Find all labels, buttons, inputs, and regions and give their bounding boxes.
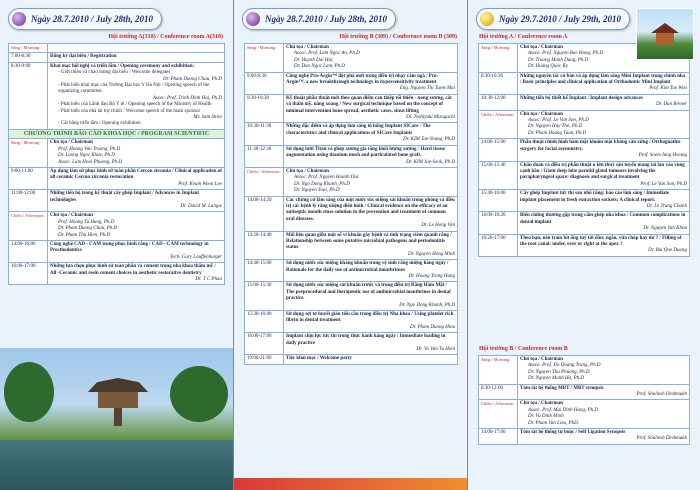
session-title: Sử dụng sợi tơ huyết giàu tiểu cầu trong điều trị Nha khoa / Using platelet rich fibrin in dental treatment [286,312,454,324]
session-line: Assoc. Lam Hoai Phuong, Ph.D [58,159,123,165]
time-cell: 15:00-15:40 [479,161,518,190]
table-row [479,161,690,190]
time-cell: 19:00-21:00 [245,355,284,364]
table-row [245,123,458,145]
session-title: Sử dụng nước súc miệng sát khuẩn trước và trong điều trị Răng Hàm Mặt / The preprocedural and therapeutic use of antimicrobial mouthrinse in dental practice. [286,283,451,302]
table-row [479,234,690,256]
session-title: Chủ tọa / Chairman [286,45,329,50]
session-line: Dr. Le Hong Van [421,223,455,229]
table-row [479,139,690,161]
session-line: Assoc. Prof. Lam Ngoc An, Ph.D [294,51,360,57]
session-line: Dr. Hoang Quoc Ky [528,64,568,70]
schedule-table [8,43,225,285]
session-title: Tóm tắt hệ thống tự buộc / Self Ligation Synopsis [520,430,626,436]
session-line: Dr. Pham Thu Hien, Ph.D [58,232,111,238]
session-line: Dr. Nguyen Thu Phuong, Ph.D [528,369,590,375]
room-title-a: Hội trường A / Conference room A [479,34,568,40]
table-row [245,145,458,167]
schedule-table [244,43,458,365]
session-cell [284,311,458,333]
session-cell [284,282,458,311]
date-header [0,6,233,30]
session-line: Assoc. Prof. Mai Dinh Hung, Ph.D [528,407,598,413]
building-photo [636,8,694,60]
session-cell [48,240,225,262]
room-title: Hội trường A(318) / Conference room A(318) [108,34,223,40]
table-row [245,333,458,355]
session-line: Dr. Nguyen Van Khoa [643,226,687,232]
bullet-icon [12,12,26,26]
time-cell: 8:30-10:30 [479,72,518,94]
table-row [479,429,690,445]
time-cell: 14:40-15:00 [245,260,284,282]
session-line: - Phát biểu của Lãnh đạo Bộ Y tế / Opening speech of the Ministry of Health [58,102,212,108]
session-title: Những tiến bộ trong kỹ thuật cấy ghép Implant / Advances in Implant technologies [50,191,200,203]
session-title: Những tiến bộ thiết kế Implant / Implant design advances [520,95,643,101]
date-pill: Ngày 28.7.2010 / July 28th, 2010 [8,8,162,30]
time-cell: 8:30-9:00 [9,62,48,129]
session-cell [284,72,458,94]
table-row [479,72,690,94]
panel-july-29 [468,0,700,490]
time-cell: 14:00-16:00 [9,240,48,262]
session-line: Dr. Nguyen Huy Tho, Ph.D [528,124,583,130]
time-cell: Sáng / Morning [479,356,518,385]
session-cell [518,384,690,400]
session-cell [48,263,225,285]
session-title: Chủ tọa / Chairman [286,168,329,174]
table-row [245,231,458,260]
session-line: Dr. Truong Manh Dung, Ph.D [528,57,589,63]
table-row [9,129,225,138]
session-title: Chủ tọa / Chairman [520,111,563,117]
table-row [9,62,225,129]
date-pill: Ngày 29.7.2010 / July 29th, 2010 [476,8,630,30]
time-cell: Chiều / Afternoon [479,110,518,139]
time-cell: Sáng / Morning [9,44,48,53]
time-cell: 11:30-12:30 [245,145,284,167]
time-cell: Chiều / Afternoon [479,400,518,429]
session-line: Prof. Hoang Tu Hung, Ph.D [58,219,115,225]
session-line: Dr. Nguyen Manh Ha, Ph.D [528,376,584,382]
session-cell [284,44,458,73]
session-cell [518,190,690,212]
table-row [9,139,225,168]
panel-july-28-room-b [234,0,467,490]
session-line: Assoc. Prof. Do Quang Trung, Ph.D [528,363,601,369]
time-cell: 16:00-17:00 [9,263,48,285]
session-line: Dr. Pham Hoang Tuan, Ph.D [528,130,587,136]
table-row [245,260,458,282]
session-line: Dr. Luong Ngoc Khue, Ph.D [58,153,115,159]
session-title: Công nghệ Pro-Argin™ đột phá mới trong điều trị nhạy cảm ngà / Pro-Argin™, a new breakthrough technology in hypersensitivity treatment [286,73,439,86]
panel-july-28-room-a [0,0,233,490]
session-title: Chủ tọa / Chairman [50,213,93,219]
date-pill: Ngày 28.7.2010 / July 28th, 2010 [242,8,396,30]
session-title: Phẫu thuật chỉnh hình hàm mặt khuôn mặt không cân xứng / Orthognathic surgery for facial asymmetry. [520,140,681,152]
bullet-icon [480,12,494,26]
session-line: Dr. Ngo Dong Khanh, Ph.D [294,181,350,187]
session-line: Dr. Toshiyuki Mizuguchi [406,115,455,121]
decorative-strip [234,478,467,490]
time-cell: Chiều / Afternoon [245,167,284,196]
session-line: Tech. Gary Lauffenburger [170,254,222,260]
table-row [245,196,458,231]
table-row [9,212,225,241]
session-line: Dr. Vu Dinh Minh [528,414,564,420]
session-line: Prof. Le Van Son, Ph.D [640,181,687,187]
session-title: Chủ tọa / Chairman [50,140,93,146]
room-title-b: Hội trường B / Conference room B [479,346,568,352]
session-line: Dr. Nguyen Toai, Ph.D [294,188,340,194]
session-cell [284,231,458,260]
session-cell [518,94,690,110]
session-cell [284,333,458,355]
session-line: Dr. Pham Duong Hieu [410,324,455,330]
session-title: Biến chứng thường gặp trong cấm ghép nha khoa / Common complications in dental implant [520,213,686,225]
session-title: Áp dụng làm sứ phục hình sứ toàn phần Cercon zirconia / Clinical application of all ceramic Cercon zirconia restoration [50,168,222,181]
session-title: Tiệc khai mạc / Welcome party [286,356,353,362]
room-title: Hội trường B (309) / Conference room B (309) [339,34,457,40]
session-line: Dr. Pham Duong Chau, Ph.D [58,226,118,232]
session-title: Cấy ghép Implant tức thì sau nhổ răng: báo cáo lâm sàng / Immediate implant placement in fresh extraction sockets: A clinical report. [520,191,670,203]
session-line: Assoc. Prof. Nguyen Hoanh Duc [294,175,360,181]
time-cell: 8:30-12:00 [479,384,518,400]
session-title: Những lựa chọn phục hình sứ toàn phần và cement trong nha khoa thẩm mỹ / All -Ceramic and resin cement choices in aesthetic restorative dentistry [50,264,216,276]
session-line: - Cắt băng triển lãm / Opening exhibition [58,121,141,127]
time-cell: 10:30-11:30 [245,123,284,145]
time-cell: 16:00-16:20 [479,212,518,234]
session-title: Công nghệ CAD - CAM trong phục hình răng / CAD - CAM technology in Prosthodontics [50,241,209,254]
session-line: Eng. Nguyen Thi Tuyet Mai [399,86,455,92]
session-line: Dr. David M. Langie [180,203,222,209]
table-row [245,94,458,123]
session-line: Dr. Pham Duong Chau, Ph.D [162,76,222,82]
session-line: Prof. Kim Tae Woo [649,86,687,92]
session-cell [48,44,225,53]
date-header [234,6,467,30]
table-row [9,167,225,189]
session-title: Các chứng cứ lâm sàng của một nước súc miệng sát khuẩn trong phòng và điều trị các bệnh lý răng miệng điển hình / Clinical evidence on the efficacy of an antiseptic mouth rinse solution in the prevention and treatment of common oral diseases. [286,197,455,222]
session-cell [284,145,458,167]
session-cell [518,234,690,256]
tree-icon [4,362,54,422]
session-title: Tóm tắt hệ thống MBT / MBT synopsis [520,385,604,391]
session-line: Prof. Shailesh Deshmukh [636,436,687,442]
session-line: Dr. Vo Van Tu Hien [416,347,455,353]
tree-icon [170,366,228,422]
session-title: Chủ tọa / Chairman [520,357,563,362]
session-cell [48,53,225,62]
time-cell: Sáng / Morning [479,44,518,73]
time-cell: 14:00-14:20 [245,196,284,231]
time-cell: 14:00-15:00 [479,139,518,161]
session-title: Những đặc điểm và áp dụng làm sáng tỏ hống Implant SICare / The characteristics and clinical applications of SICare Implants [286,124,431,136]
session-cell [284,94,458,123]
table-row [479,212,690,234]
session-line: Dr. KIM Tae-Young, Ph.D [403,137,455,143]
session-title: Implant chịu lực tức thì trong thực hành hàng ngày / Immediate loading in daily practice [286,334,446,346]
session-title: Kỹ thuật phẫu thuật mới theo quan điểm can thiệp tối thiểu - nong xương, cắt và thẩm mỹ, nâng xoang / New surgical technique based on the concept of minimal intervention bone spread, aesthetic cases, sinus lifting [286,95,452,114]
session-line: Prof. Keum Woon Lee [178,181,222,187]
time-cell: 14:00-17:00 [479,429,518,445]
session-line: Prof. Hoang Van Truong, Ph.D [58,146,121,152]
table-row [479,110,690,139]
table-row [9,263,225,285]
session-line: Dr. KIM Jae-Seok, Ph.D [406,159,455,165]
schedule-table-b [478,355,690,445]
time-cell: 9:00-11:00 [9,167,48,189]
session-cell [518,429,690,445]
session-cell [518,161,690,190]
session-cell [48,212,225,241]
table-row [479,384,690,400]
session-title: Đăng ký đại biểu / Registration [50,54,117,60]
session-cell [284,355,458,364]
session-title: Sử dụng nước súc miệng kháng khuẩn trong vệ sinh răng miệng hàng ngày / Rationale for the daily use of antimicrobial mouthrinses [286,261,449,273]
session-cell [518,212,690,234]
session-line: Dr. Ngo Dong Khanh, Ph.D [399,302,455,308]
pond [0,440,233,490]
session-line: Dr. Huynh Dai Hai, [294,57,334,63]
session-line: Dr. Le Trung Chanh [646,203,687,209]
session-line: - Phát biểu khai mạc của Trường Đại học Y Hà Nội / Opening speech of the organizing committee. [58,83,210,95]
session-line: Dr. Pham Van Lieu, PhD. [528,420,579,426]
session-cell [48,62,225,129]
session-cell [518,110,690,139]
schedule-table-a [478,43,690,257]
time-cell: Chiều / Afternoon [9,212,48,241]
table-row [479,190,690,212]
session-line: - Giới thiệu và chào mừng đại biểu / Welcome delegates [58,70,171,76]
session-line: Assoc. Prof. Trinh Dinh Hai, Ph.D [152,95,222,101]
table-row [245,282,458,311]
one-pillar-pagoda-icon [88,378,148,424]
session-cell [284,260,458,282]
time-cell: 16:00-17:00 [245,333,284,355]
table-row [479,94,690,110]
time-cell: 15:00-15:30 [245,282,284,311]
session-title: Sử dụng lưới Titan và ghép xương gia tăng khối lượng xương / Hard tissue augmentation using titanium mesh and particulated bone graft. [286,146,445,159]
time-cell: 15:40-16:00 [479,190,518,212]
session-line: Dr. Dan Brener [655,102,687,108]
session-line: Assoc. Prof. Nguyen Bac Hung, Ph.D [528,51,603,57]
time-cell: 15:30-16:00 [245,311,284,333]
session-line: - Phát biểu của nhà tài trợ chính / Welcome speech of the main sponsor [58,108,201,114]
session-title: Mối liên quan giữa một số vi khuẩn gây bệnh và tình trạng viêm quanh răng / Relationship between some putative microbial pathogens and periodontitis status [286,232,452,251]
session-cell [284,196,458,231]
session-cell [284,123,458,145]
time-cell: Sáng / Morning [245,44,284,73]
table-row [479,356,690,385]
table-row [245,44,458,73]
session-cell [518,139,690,161]
table-row [245,355,458,364]
table-row [9,53,225,62]
session-line: Prof. Soon-Jung Hwang [638,153,687,159]
table-row [245,311,458,333]
session-line: Dr. Nguyen Hong Minh [408,251,455,257]
table-row [9,190,225,212]
session-title: Chẩn đoán và điều trị phẫu thuật u lớn thuỳ sâu tuyến mang tai lan vào vùng cạnh hầu / Giant deep lobe parotid gland tumours involving the parapharyngeal space: diagnosis and surgical treatment [520,162,685,181]
table-row [479,400,690,429]
session-title: Khai mạc hội nghị và triển lãm / Opening ceremony and exhibition: [50,63,195,69]
session-title: Theo bạn, nên trám bít ống tuỷ tới đâu: ngắn, vừa chóp hay dư ? / Filling of the root canal: under, over or right at the apex ? [520,235,682,247]
time-cell: 9:00-9:30 [245,72,284,94]
session-cell [48,139,225,168]
session-line: Dr. Hoang Trong Hung [408,274,455,279]
time-cell: 16:20-17:00 [479,234,518,256]
session-title: Những nguyên tắc cơ bản và áp dụng lâm sàng Mini Implant trong chỉnh nha / Basic principles and clinical application of Orthodontic Mini Implant [520,73,686,86]
bullet-icon [246,12,260,26]
session-title: Chủ tọa / Chairman [520,45,563,50]
session-title: Chủ tọa / Chairman [520,401,563,407]
time-cell: Sáng / Morning [9,139,48,168]
time-cell: 14:20-14:40 [245,231,284,260]
table-row [9,44,225,53]
session-line: Dr. T C Phua [195,277,222,282]
time-cell: 7:00-8:30 [9,53,48,62]
session-line: Prof. Shailesh Deshmukh [636,392,687,398]
session-cell [518,356,690,385]
session-line: Assoc. Prof. Le Van Son, Ph.D [528,118,589,124]
session-cell [284,167,458,196]
table-row [245,167,458,196]
building-icon [651,23,679,45]
time-cell: 11:00-12:00 [9,190,48,212]
table-row [9,240,225,262]
session-line: Dr. Bui Que Duong [648,248,687,254]
session-line: Mr. Sam Shiro [193,115,222,121]
time-cell: 10:30-12:00 [479,94,518,110]
session-cell [518,72,690,94]
session-line: Dr. Dao Ngoc Lam, Ph.D [294,64,345,70]
session-cell [48,167,225,189]
time-cell: 9:30-10:30 [245,94,284,123]
section-heading: CHƯƠNG TRÌNH BÁO CÁO KHOA HỌC / PROGRAM SCIENTIFIC [9,129,225,138]
table-row [245,72,458,94]
session-cell [518,400,690,429]
session-cell [48,190,225,212]
